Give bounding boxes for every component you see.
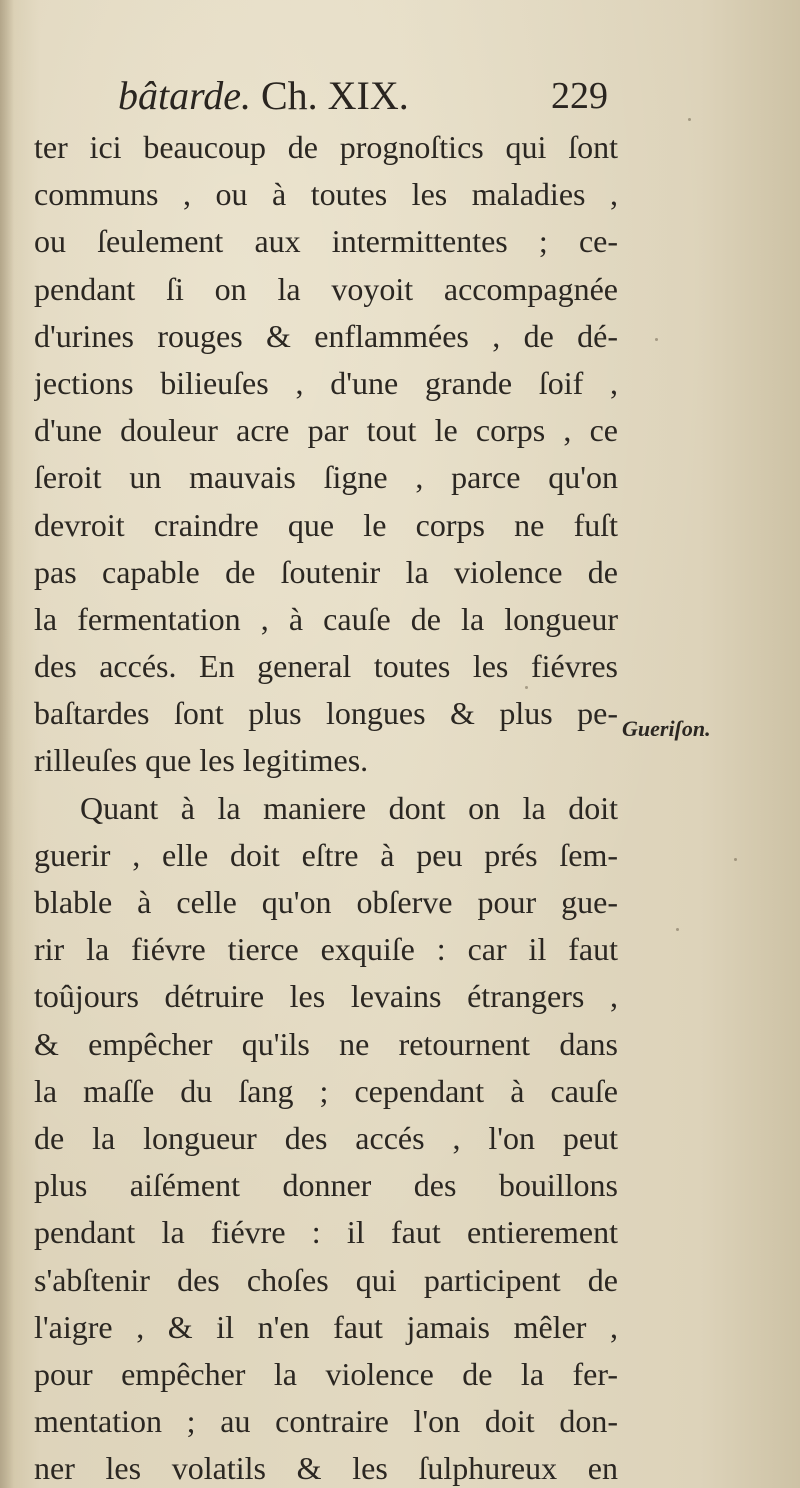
text-line: devroit craindre que le corps ne fuſt xyxy=(34,506,618,543)
text-line: blable à celle qu'on obſerve pour gue- xyxy=(34,884,618,920)
text-line: rir la fiévre tierce exquiſe : car il faut xyxy=(34,931,618,968)
paper-speck xyxy=(655,338,658,341)
text-line: l'aigre , & il n'en faut jamais mêler , xyxy=(34,1308,618,1345)
paper-speck xyxy=(525,686,528,689)
text-line: Quant à la maniere dont on la doit xyxy=(80,789,618,826)
text-line: de la longueur des accés , l'on peut xyxy=(34,1119,618,1156)
paper-speck xyxy=(688,118,691,121)
text-line: des accés. En general toutes les fiévres xyxy=(34,648,618,685)
text-line: communs , ou à toutes les maladies , xyxy=(34,176,618,213)
text-line: guerir , elle doit eſtre à peu prés ſem- xyxy=(34,836,618,873)
page-header xyxy=(118,70,608,122)
running-head-italic: bâtarde. xyxy=(118,73,251,118)
text-line: rilleuſes que les legitimes. xyxy=(34,742,369,779)
page-number: 229 xyxy=(551,75,608,117)
text-line: d'une douleur acre par tout le corps , ce xyxy=(34,412,618,449)
text-line: pendant la fiévre : il faut entierement xyxy=(34,1214,618,1251)
text-line: la fermentation , à cauſe de la longueur xyxy=(34,600,618,637)
spine-shadow xyxy=(0,0,14,1488)
text-line: la maſſe du ſang ; cependant à cauſe xyxy=(34,1072,618,1109)
text-line: ner les volatils & les ſulphureux en xyxy=(34,1450,618,1487)
text-line: d'urines rouges & enflammées , de dé- xyxy=(34,317,618,354)
text-line: pas capable de ſoutenir la violence de xyxy=(34,553,618,590)
paper-speck xyxy=(734,858,737,861)
text-line: mentation ; au contraire l'on doit don- xyxy=(34,1403,618,1440)
text-line: toûjours détruire les levains étrangers , xyxy=(34,978,618,1015)
marginal-note: Gueriſon. xyxy=(622,716,711,741)
text-line: & empêcher qu'ils ne retournent dans xyxy=(34,1025,618,1062)
text-line: ter ici beaucoup de prognoſtics qui ſont xyxy=(34,129,618,165)
text-line: jections bilieuſes , d'une grande ſoif , xyxy=(34,364,618,401)
text-line: s'abſtenir des choſes qui participent de xyxy=(34,1261,618,1298)
text-line: ſeroit un mauvais ſigne , parce qu'on xyxy=(34,459,618,496)
paper-speck xyxy=(676,928,679,931)
text-line: pendant ſi on la voyoit accompagnée xyxy=(34,270,618,307)
running-head xyxy=(118,70,409,122)
text-line: plus aiſément donner des bouillons xyxy=(34,1167,618,1204)
text-line: pour empêcher la violence de la fer- xyxy=(34,1355,618,1392)
running-head-chapter: Ch. XIX. xyxy=(260,73,409,118)
text-line: ou ſeulement aux intermittentes ; ce- xyxy=(34,223,618,260)
body-text xyxy=(34,124,618,1488)
text-line: baſtardes ſont plus longues & plus pe- xyxy=(34,695,618,732)
